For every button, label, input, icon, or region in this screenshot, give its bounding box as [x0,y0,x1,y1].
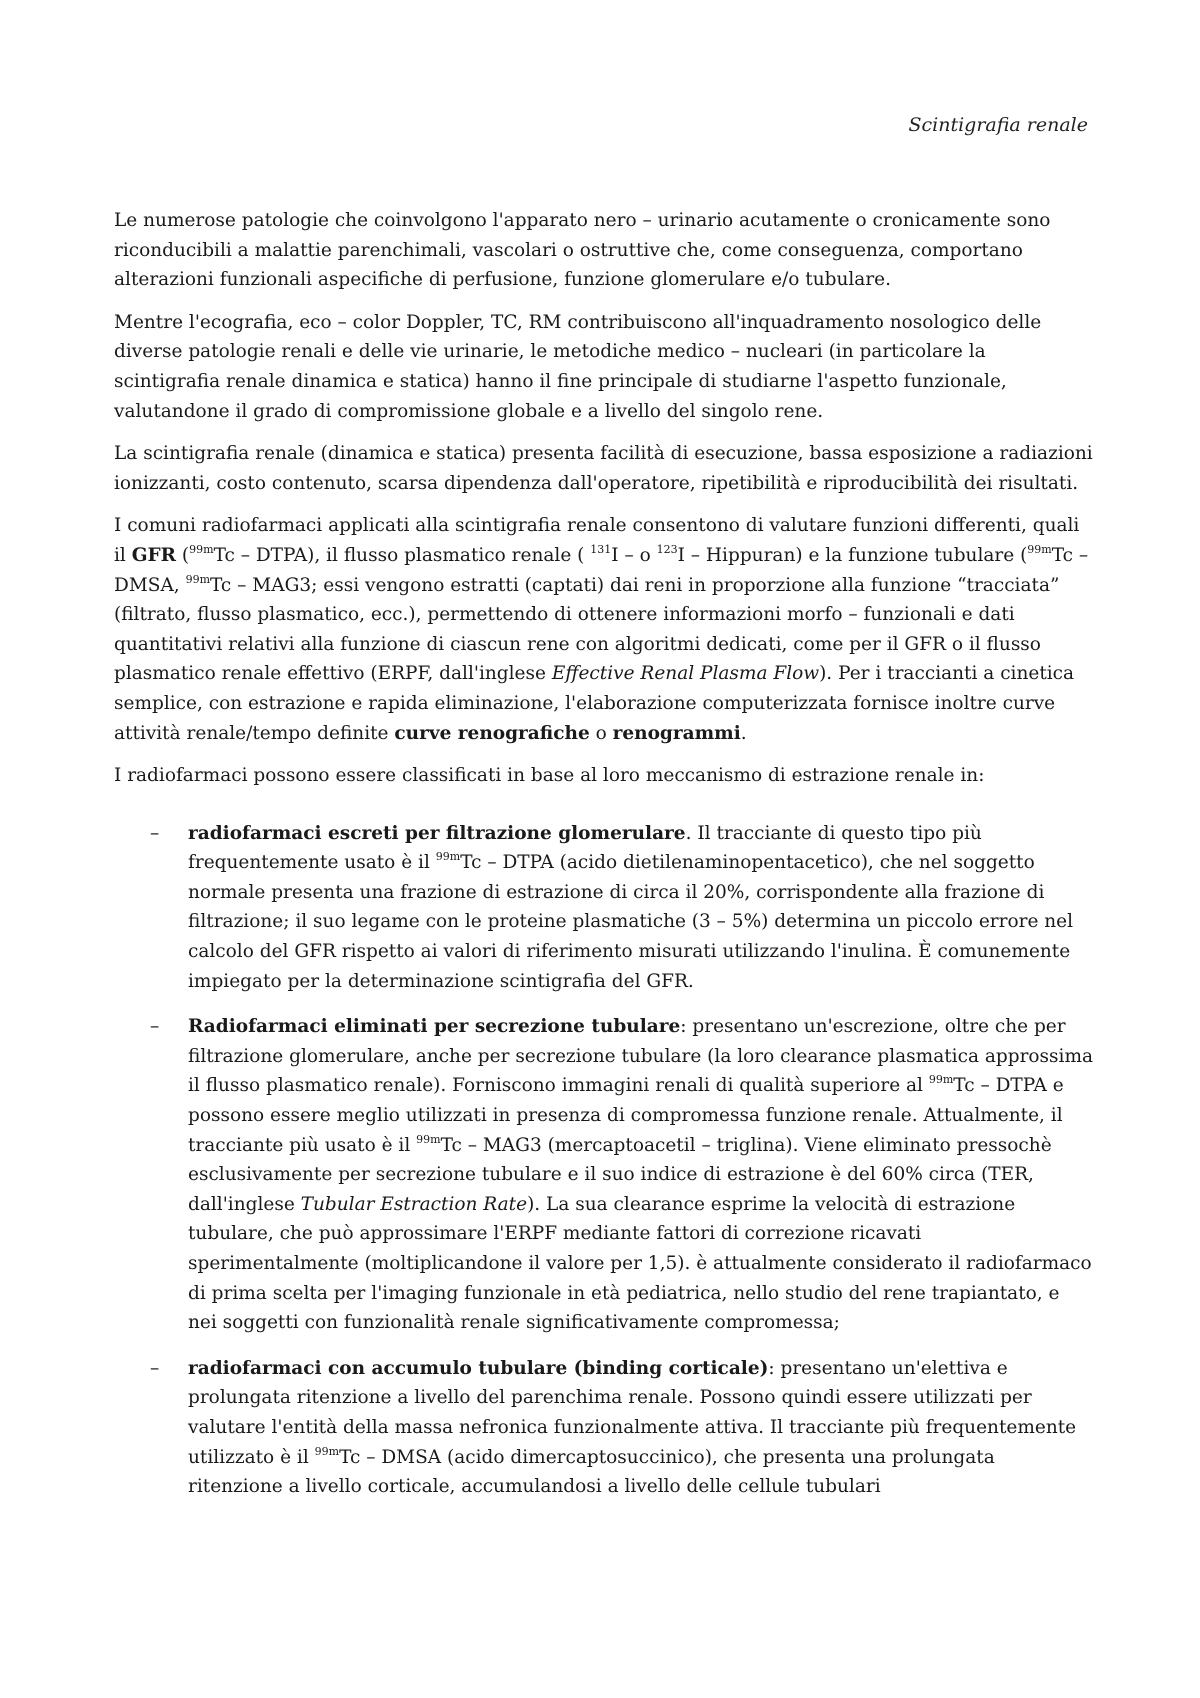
isotope-superscript: 99m [189,542,214,556]
isotope-superscript: 99m [185,572,211,586]
paragraph-radiopharmaceuticals: I comuni radiofarmaci applicati alla scintigrafia renale consentono di valutare funzioni differenti, quali il GFR ($^{99m}$Tc – DTPA), il flusso plasmatico renale ( $^{131}$I – o $^{123}$I – Hippuran) e la funzione tubulare ($^{99m}$Tc – DMSA, $^{99m}$Tc – MAG3; essi vengono estratti (captati) dai reni in proporzione alla funzione “tracciata” (filtrato, flusso plasmatico, ecc.), permettendo di ottenere informazioni morfo – funzionali e dati quantitativi relativi alla funzione di ciascun rene con algoritmi dedicati, come per il GFR o il flusso plasmatico renale effettivo (ERPF, dall'inglese Effective Renal Plasma Flow). Per i traccianti a cinetica semplice, con estrazione e rapida eliminazione, l'elaborazione computerizzata fornisce inoltre curve attività renale/tempo definite curve renografiche o renogrammi. [114,515,1089,744]
list-item-title: Radiofarmaci eliminati per secrezione tubulare [188,1016,681,1038]
list-item: – radiofarmaci escreti per filtrazione glomerulare. Il tracciante di questo tipo più frequentemente usato è il $^{99m}$Tc – DTPA (acido dietilenaminopentacetico), che nel soggetto normale presenta una frazione di estrazione di circa il 20%, corrispondente alla frazione di filtrazione; il suo legame con le proteine plasmatiche (3 – 5%) determina un piccolo errore nel calcolo del GFR rispetto ai valori di riferimento misurati utilizzando l'inulina. È comunemente impiegato per la determinazione scintigrafia del GFR. [114,819,1094,997]
isotope-superscript: 131 [590,542,612,556]
paragraph-intro: Le numerose patologie che coinvolgono l'apparato nero – urinario acutamente o cronicamente sono riconducibili a malattie parenchimali, vascolari o ostruttive che, come conseguenza, comportano alterazioni funzionali aspecifiche di perfusione, funzione glomerulare e/o tubulare. [114,210,1051,291]
list-item-title: radiofarmaci con accumulo tubulare (binding corticale) [188,1357,769,1379]
paragraph-advantages: La scintigrafia renale (dinamica e statica) presenta facilità di esecuzione, bassa esposizione a radiazioni ionizzanti, costo contenuto, scarsa dipendenza dall'operatore, ripetibilità e riproducibilità dei risultati. [114,443,1093,494]
isotope-superscript: 99m [416,1132,441,1146]
bullet-dash: – [150,822,160,844]
isotope-superscript: 99m [1027,542,1052,556]
bullet-dash: – [150,1357,160,1379]
isotope-superscript: 99m [435,850,461,864]
bullet-dash: – [150,1016,160,1038]
ter-english-term: Tubular Estraction Rate [300,1193,528,1215]
isotope-superscript: 99m [314,1444,340,1458]
list-item-title: radiofarmaci escreti per filtrazione glomerulare [188,822,686,844]
erpf-english-term: Effective Renal Plasma Flow [551,663,820,685]
isotope-superscript: 123 [656,542,678,556]
list-item: – radiofarmaci con accumulo tubulare (binding corticale): presentano un'elettiva e prolungata ritenzione a livello del parenchima renale. Possono quindi essere utilizzati per valutare l'entità della massa nefronica funzionalmente attiva. Il tracciante più frequentemente utilizzato è il $^{99m}$Tc – DMSA (acido dimercaptosuccinico), che presenta una prolungata ritenzione a livello corticale, accumulandosi a livello delle cellule tubulari [114,1354,1094,1502]
renograms-term: renogrammi [612,722,741,744]
renographic-curves-term: curve renografiche [394,722,590,744]
running-header: Scintigrafia renale [908,114,1088,136]
paragraph-classification: I radiofarmaci possono essere classificati in base al loro meccanismo di estrazione renale in: [114,765,985,787]
classification-list [114,819,1094,1502]
gfr-term: GFR [131,544,177,566]
paragraph-methods: Mentre l'ecografia, eco – color Doppler, TC, RM contribuiscono all'inquadramento nosologico delle diverse patologie renali e delle vie urinarie, le metodiche medico – nucleari (in particolare la scintigrafia renale dinamica e statica) hanno il fine principale di studiarne l'aspetto funzionale, valutandone il grado di compromissione globale e a livello del singolo rene. [114,311,1042,422]
document-body [114,206,1094,1518]
isotope-superscript: 99m [928,1073,954,1087]
list-item: – Radiofarmaci eliminati per secrezione tubulare: presentano un'escrezione, oltre che per filtrazione glomerulare, anche per secrezione tubulare (la loro clearance plasmatica approssima il flusso plasmatico renale). Forniscono immagini renali di qualità superiore al $^{99m}$Tc – DTPA e possono essere meglio utilizzati in presenza di compromessa funzione renale. Attualmente, il tracciante più usato è il $^{99m}$Tc – MAG3 (mercaptoacetil – triglina). Viene eliminato pressochè esclusivamente per secrezione tubulare e il suo indice di estrazione è del 60% circa (TER, dall'inglese Tubular Estraction Rate). La sua clearance esprime la velocità di estrazione tubulare, che può approssimare l'ERPF mediante fattori di correzione ricavati sperimentalmente (moltiplicandone il valore per 1,5). è attualmente considerato il radiofarmaco di prima scelta per l'imaging funzionale in età pediatrica, nello studio del rene trapiantato, e nei soggetti con funzionalità renale significativamente compromessa; [114,1012,1094,1338]
